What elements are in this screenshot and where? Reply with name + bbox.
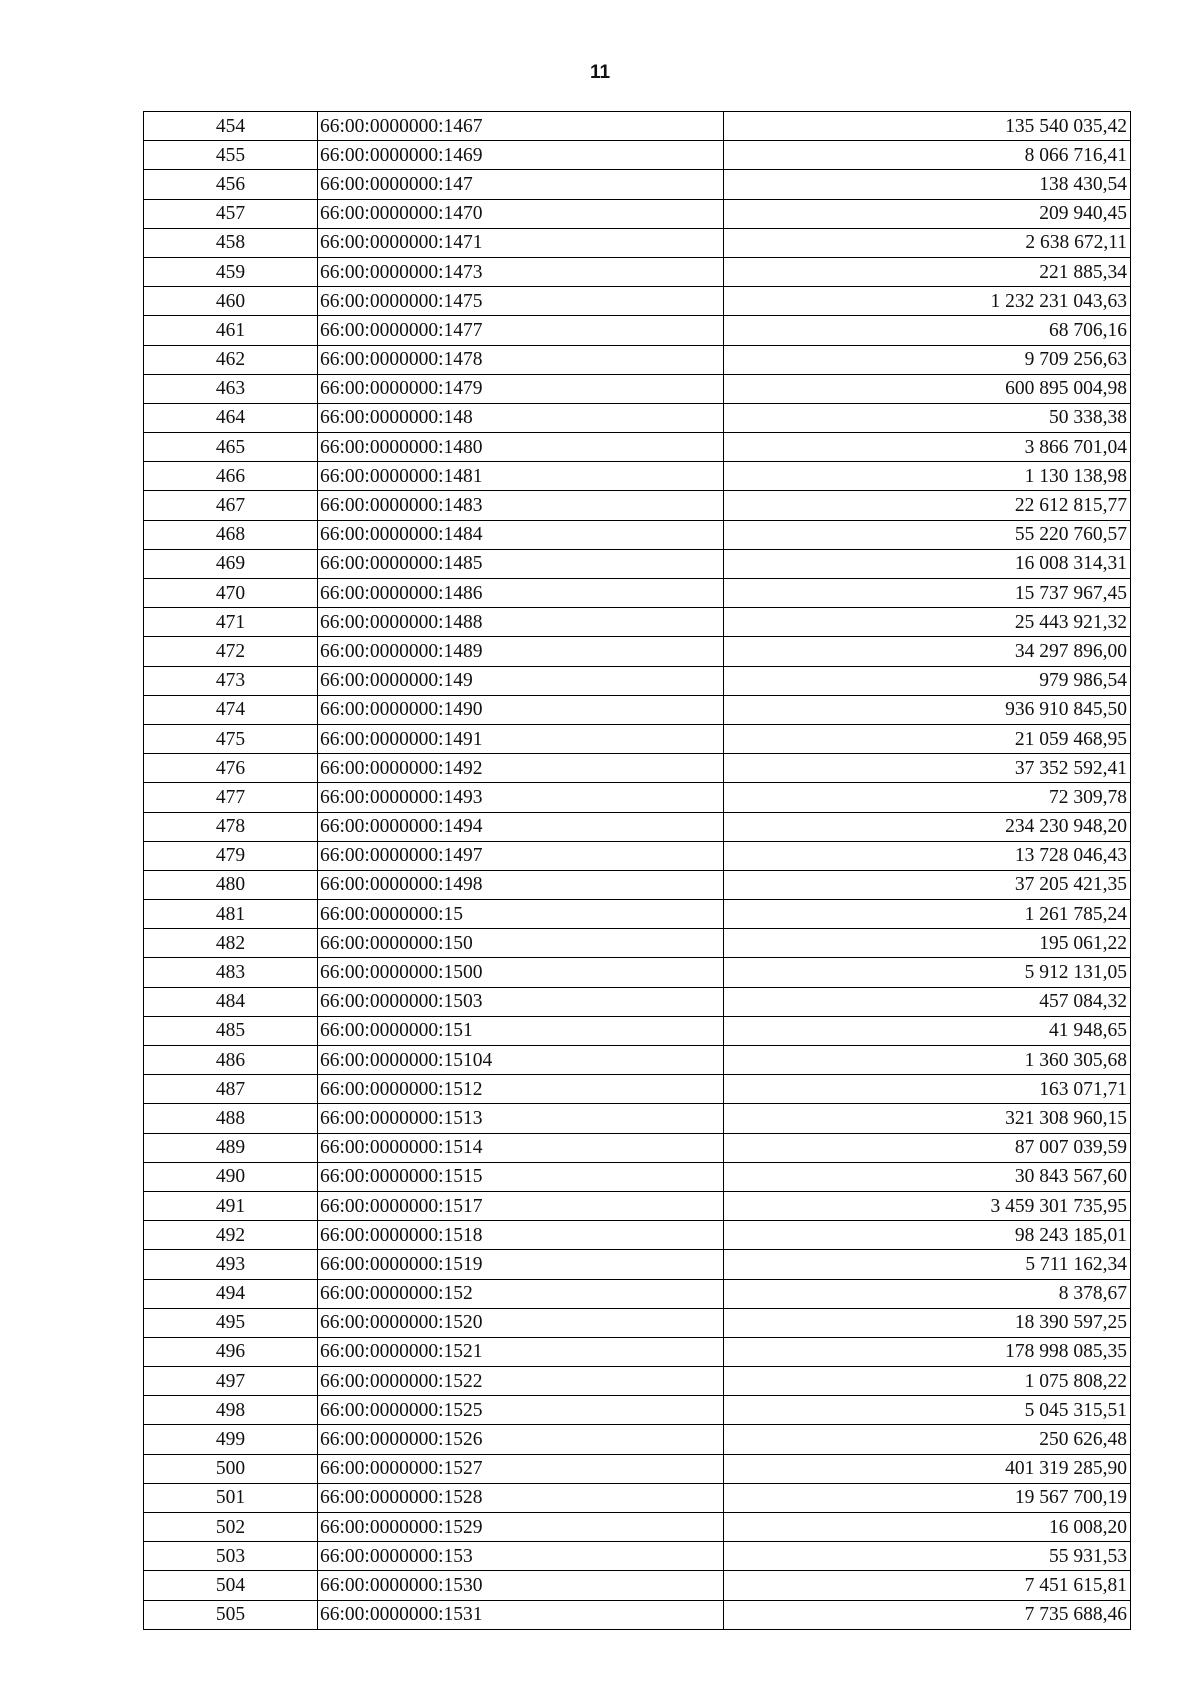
cadastral-number-cell: 66:00:0000000:1488 (318, 608, 724, 637)
row-number-cell: 500 (144, 1454, 318, 1483)
row-number-cell: 475 (144, 724, 318, 753)
cadastral-value-cell: 34 297 896,00 (724, 637, 1131, 666)
row-number-cell: 461 (144, 316, 318, 345)
cadastral-value-cell: 1 130 138,98 (724, 462, 1131, 491)
cadastral-value-cell: 98 243 185,01 (724, 1221, 1131, 1250)
row-number-cell: 477 (144, 783, 318, 812)
cadastral-number-cell: 66:00:0000000:149 (318, 666, 724, 695)
cadastral-value-table (143, 111, 1131, 1630)
row-number-cell: 476 (144, 754, 318, 783)
cadastral-value-cell: 7 451 615,81 (724, 1571, 1131, 1600)
row-number-cell: 493 (144, 1250, 318, 1279)
table-row (144, 1454, 1131, 1483)
row-number-cell: 474 (144, 695, 318, 724)
cadastral-value-cell: 8 066 716,41 (724, 141, 1131, 170)
cadastral-value-cell: 5 045 315,51 (724, 1396, 1131, 1425)
cadastral-number-cell: 66:00:0000000:1486 (318, 579, 724, 608)
cadastral-value-cell: 18 390 597,25 (724, 1308, 1131, 1337)
cadastral-value-cell: 178 998 085,35 (724, 1337, 1131, 1366)
table-row (144, 1367, 1131, 1396)
row-number-cell: 488 (144, 1104, 318, 1133)
table-row (144, 870, 1131, 899)
cadastral-number-cell: 66:00:0000000:147 (318, 170, 724, 199)
cadastral-value-cell: 5 711 162,34 (724, 1250, 1131, 1279)
table-row (144, 462, 1131, 491)
table-row (144, 1250, 1131, 1279)
table-row (144, 812, 1131, 841)
row-number-cell: 483 (144, 958, 318, 987)
cadastral-number-cell: 66:00:0000000:1529 (318, 1513, 724, 1542)
row-number-cell: 478 (144, 812, 318, 841)
table-row (144, 433, 1131, 462)
cadastral-number-cell: 66:00:0000000:151 (318, 1016, 724, 1045)
cadastral-number-cell: 66:00:0000000:1531 (318, 1600, 724, 1629)
table-row (144, 754, 1131, 783)
row-number-cell: 457 (144, 199, 318, 228)
cadastral-number-cell: 66:00:0000000:1512 (318, 1075, 724, 1104)
table-row (144, 316, 1131, 345)
cadastral-number-cell: 66:00:0000000:1469 (318, 141, 724, 170)
row-number-cell: 492 (144, 1221, 318, 1250)
cadastral-number-cell: 66:00:0000000:1519 (318, 1250, 724, 1279)
table-row (144, 1337, 1131, 1366)
cadastral-number-cell: 66:00:0000000:1483 (318, 491, 724, 520)
table-row (144, 520, 1131, 549)
cadastral-value-cell: 3 459 301 735,95 (724, 1191, 1131, 1220)
cadastral-number-cell: 66:00:0000000:1528 (318, 1483, 724, 1512)
table-row (144, 141, 1131, 170)
table-row (144, 549, 1131, 578)
table-row (144, 1279, 1131, 1308)
table-row (144, 1104, 1131, 1133)
cadastral-number-cell: 66:00:0000000:1520 (318, 1308, 724, 1337)
table-row (144, 287, 1131, 316)
cadastral-value-cell: 138 430,54 (724, 170, 1131, 199)
cadastral-number-cell: 66:00:0000000:1503 (318, 987, 724, 1016)
cadastral-number-cell: 66:00:0000000:1500 (318, 958, 724, 987)
row-number-cell: 491 (144, 1191, 318, 1220)
cadastral-number-cell: 66:00:0000000:1491 (318, 724, 724, 753)
table-row (144, 608, 1131, 637)
table-row (144, 1513, 1131, 1542)
row-number-cell: 466 (144, 462, 318, 491)
cadastral-value-cell: 209 940,45 (724, 199, 1131, 228)
table-row (144, 403, 1131, 432)
row-number-cell: 471 (144, 608, 318, 637)
row-number-cell: 469 (144, 549, 318, 578)
cadastral-value-cell: 1 075 808,22 (724, 1367, 1131, 1396)
table-row (144, 199, 1131, 228)
cadastral-number-cell: 66:00:0000000:1498 (318, 870, 724, 899)
row-number-cell: 499 (144, 1425, 318, 1454)
cadastral-number-cell: 66:00:0000000:1513 (318, 1104, 724, 1133)
table-row (144, 929, 1131, 958)
table-row (144, 1046, 1131, 1075)
cadastral-value-cell: 7 735 688,46 (724, 1600, 1131, 1629)
cadastral-value-cell: 37 352 592,41 (724, 754, 1131, 783)
cadastral-value-cell: 135 540 035,42 (724, 112, 1131, 141)
row-number-cell: 482 (144, 929, 318, 958)
cadastral-value-cell: 1 360 305,68 (724, 1046, 1131, 1075)
cadastral-value-cell: 234 230 948,20 (724, 812, 1131, 841)
table-row (144, 637, 1131, 666)
cadastral-value-cell: 13 728 046,43 (724, 841, 1131, 870)
cadastral-number-cell: 66:00:0000000:1481 (318, 462, 724, 491)
cadastral-number-cell: 66:00:0000000:152 (318, 1279, 724, 1308)
row-number-cell: 504 (144, 1571, 318, 1600)
cadastral-value-cell: 25 443 921,32 (724, 608, 1131, 637)
cadastral-value-cell: 163 071,71 (724, 1075, 1131, 1104)
table-row (144, 987, 1131, 1016)
row-number-cell: 495 (144, 1308, 318, 1337)
cadastral-number-cell: 66:00:0000000:153 (318, 1542, 724, 1571)
table-row (144, 841, 1131, 870)
cadastral-number-cell: 66:00:0000000:1480 (318, 433, 724, 462)
cadastral-number-cell: 66:00:0000000:1479 (318, 374, 724, 403)
table-row (144, 724, 1131, 753)
table-row (144, 170, 1131, 199)
cadastral-value-cell: 221 885,34 (724, 257, 1131, 286)
cadastral-value-cell: 72 309,78 (724, 783, 1131, 812)
row-number-cell: 494 (144, 1279, 318, 1308)
table-row (144, 1483, 1131, 1512)
table-row (144, 1162, 1131, 1191)
table-row (144, 1542, 1131, 1571)
cadastral-number-cell: 66:00:0000000:15 (318, 900, 724, 929)
row-number-cell: 486 (144, 1046, 318, 1075)
table-row (144, 1600, 1131, 1629)
cadastral-number-cell: 66:00:0000000:1494 (318, 812, 724, 841)
row-number-cell: 473 (144, 666, 318, 695)
table-row (144, 1016, 1131, 1045)
cadastral-value-cell: 1 261 785,24 (724, 900, 1131, 929)
cadastral-number-cell: 66:00:0000000:1530 (318, 1571, 724, 1600)
table-row (144, 1221, 1131, 1250)
cadastral-number-cell: 66:00:0000000:1522 (318, 1367, 724, 1396)
cadastral-number-cell: 66:00:0000000:1473 (318, 257, 724, 286)
table-row (144, 1191, 1131, 1220)
row-number-cell: 484 (144, 987, 318, 1016)
cadastral-number-cell: 66:00:0000000:1489 (318, 637, 724, 666)
cadastral-number-cell: 66:00:0000000:1515 (318, 1162, 724, 1191)
table-row (144, 491, 1131, 520)
table-row (144, 666, 1131, 695)
row-number-cell: 470 (144, 579, 318, 608)
table-row (144, 112, 1131, 141)
row-number-cell: 462 (144, 345, 318, 374)
cadastral-number-cell: 66:00:0000000:1485 (318, 549, 724, 578)
row-number-cell: 496 (144, 1337, 318, 1366)
row-number-cell: 489 (144, 1133, 318, 1162)
cadastral-number-cell: 66:00:0000000:1493 (318, 783, 724, 812)
cadastral-number-cell: 66:00:0000000:15104 (318, 1046, 724, 1075)
table-row (144, 1571, 1131, 1600)
cadastral-value-cell: 16 008,20 (724, 1513, 1131, 1542)
cadastral-value-cell: 55 220 760,57 (724, 520, 1131, 549)
row-number-cell: 454 (144, 112, 318, 141)
row-number-cell: 460 (144, 287, 318, 316)
cadastral-number-cell: 66:00:0000000:1471 (318, 228, 724, 257)
row-number-cell: 485 (144, 1016, 318, 1045)
cadastral-value-cell: 1 232 231 043,63 (724, 287, 1131, 316)
table-row (144, 695, 1131, 724)
cadastral-value-cell: 9 709 256,63 (724, 345, 1131, 374)
cadastral-value-cell: 401 319 285,90 (724, 1454, 1131, 1483)
cadastral-value-cell: 30 843 567,60 (724, 1162, 1131, 1191)
cadastral-value-cell: 3 866 701,04 (724, 433, 1131, 462)
cadastral-value-cell: 50 338,38 (724, 403, 1131, 432)
table-row (144, 345, 1131, 374)
row-number-cell: 468 (144, 520, 318, 549)
table-row (144, 1425, 1131, 1454)
cadastral-number-cell: 66:00:0000000:1517 (318, 1191, 724, 1220)
row-number-cell: 497 (144, 1367, 318, 1396)
table-row (144, 1308, 1131, 1337)
cadastral-value-cell: 600 895 004,98 (724, 374, 1131, 403)
row-number-cell: 456 (144, 170, 318, 199)
table-body (144, 112, 1131, 1630)
cadastral-value-cell: 19 567 700,19 (724, 1483, 1131, 1512)
row-number-cell: 459 (144, 257, 318, 286)
row-number-cell: 458 (144, 228, 318, 257)
cadastral-value-cell: 979 986,54 (724, 666, 1131, 695)
table-row (144, 579, 1131, 608)
row-number-cell: 481 (144, 900, 318, 929)
cadastral-value-cell: 195 061,22 (724, 929, 1131, 958)
table-row (144, 374, 1131, 403)
cadastral-value-cell: 37 205 421,35 (724, 870, 1131, 899)
cadastral-number-cell: 66:00:0000000:1527 (318, 1454, 724, 1483)
table-row (144, 228, 1131, 257)
row-number-cell: 505 (144, 1600, 318, 1629)
cadastral-value-cell: 87 007 039,59 (724, 1133, 1131, 1162)
cadastral-number-cell: 66:00:0000000:1478 (318, 345, 724, 374)
table-row (144, 1075, 1131, 1104)
row-number-cell: 479 (144, 841, 318, 870)
row-number-cell: 464 (144, 403, 318, 432)
row-number-cell: 463 (144, 374, 318, 403)
row-number-cell: 465 (144, 433, 318, 462)
cadastral-value-cell: 2 638 672,11 (724, 228, 1131, 257)
row-number-cell: 501 (144, 1483, 318, 1512)
cadastral-number-cell: 66:00:0000000:1490 (318, 695, 724, 724)
row-number-cell: 487 (144, 1075, 318, 1104)
cadastral-value-cell: 68 706,16 (724, 316, 1131, 345)
row-number-cell: 480 (144, 870, 318, 899)
cadastral-number-cell: 66:00:0000000:1497 (318, 841, 724, 870)
cadastral-value-cell: 22 612 815,77 (724, 491, 1131, 520)
cadastral-value-cell: 15 737 967,45 (724, 579, 1131, 608)
cadastral-value-cell: 41 948,65 (724, 1016, 1131, 1045)
cadastral-value-cell: 5 912 131,05 (724, 958, 1131, 987)
cadastral-number-cell: 66:00:0000000:1477 (318, 316, 724, 345)
row-number-cell: 455 (144, 141, 318, 170)
table-row (144, 900, 1131, 929)
page-number: 11 (589, 62, 611, 83)
cadastral-number-cell: 66:00:0000000:1514 (318, 1133, 724, 1162)
cadastral-number-cell: 66:00:0000000:1518 (318, 1221, 724, 1250)
cadastral-number-cell: 66:00:0000000:1467 (318, 112, 724, 141)
cadastral-value-cell: 16 008 314,31 (724, 549, 1131, 578)
row-number-cell: 498 (144, 1396, 318, 1425)
row-number-cell: 490 (144, 1162, 318, 1191)
cadastral-value-cell: 250 626,48 (724, 1425, 1131, 1454)
table-row (144, 1396, 1131, 1425)
row-number-cell: 502 (144, 1513, 318, 1542)
row-number-cell: 467 (144, 491, 318, 520)
cadastral-value-cell: 321 308 960,15 (724, 1104, 1131, 1133)
cadastral-number-cell: 66:00:0000000:1475 (318, 287, 724, 316)
cadastral-number-cell: 66:00:0000000:1521 (318, 1337, 724, 1366)
cadastral-number-cell: 66:00:0000000:148 (318, 403, 724, 432)
cadastral-value-cell: 8 378,67 (724, 1279, 1131, 1308)
cadastral-number-cell: 66:00:0000000:1526 (318, 1425, 724, 1454)
table-row (144, 958, 1131, 987)
cadastral-value-cell: 21 059 468,95 (724, 724, 1131, 753)
cadastral-value-cell: 55 931,53 (724, 1542, 1131, 1571)
cadastral-number-cell: 66:00:0000000:1525 (318, 1396, 724, 1425)
table-row (144, 257, 1131, 286)
cadastral-value-cell: 936 910 845,50 (724, 695, 1131, 724)
cadastral-number-cell: 66:00:0000000:150 (318, 929, 724, 958)
table-row (144, 1133, 1131, 1162)
cadastral-number-cell: 66:00:0000000:1470 (318, 199, 724, 228)
row-number-cell: 503 (144, 1542, 318, 1571)
cadastral-number-cell: 66:00:0000000:1492 (318, 754, 724, 783)
row-number-cell: 472 (144, 637, 318, 666)
table-row (144, 783, 1131, 812)
cadastral-value-cell: 457 084,32 (724, 987, 1131, 1016)
cadastral-number-cell: 66:00:0000000:1484 (318, 520, 724, 549)
